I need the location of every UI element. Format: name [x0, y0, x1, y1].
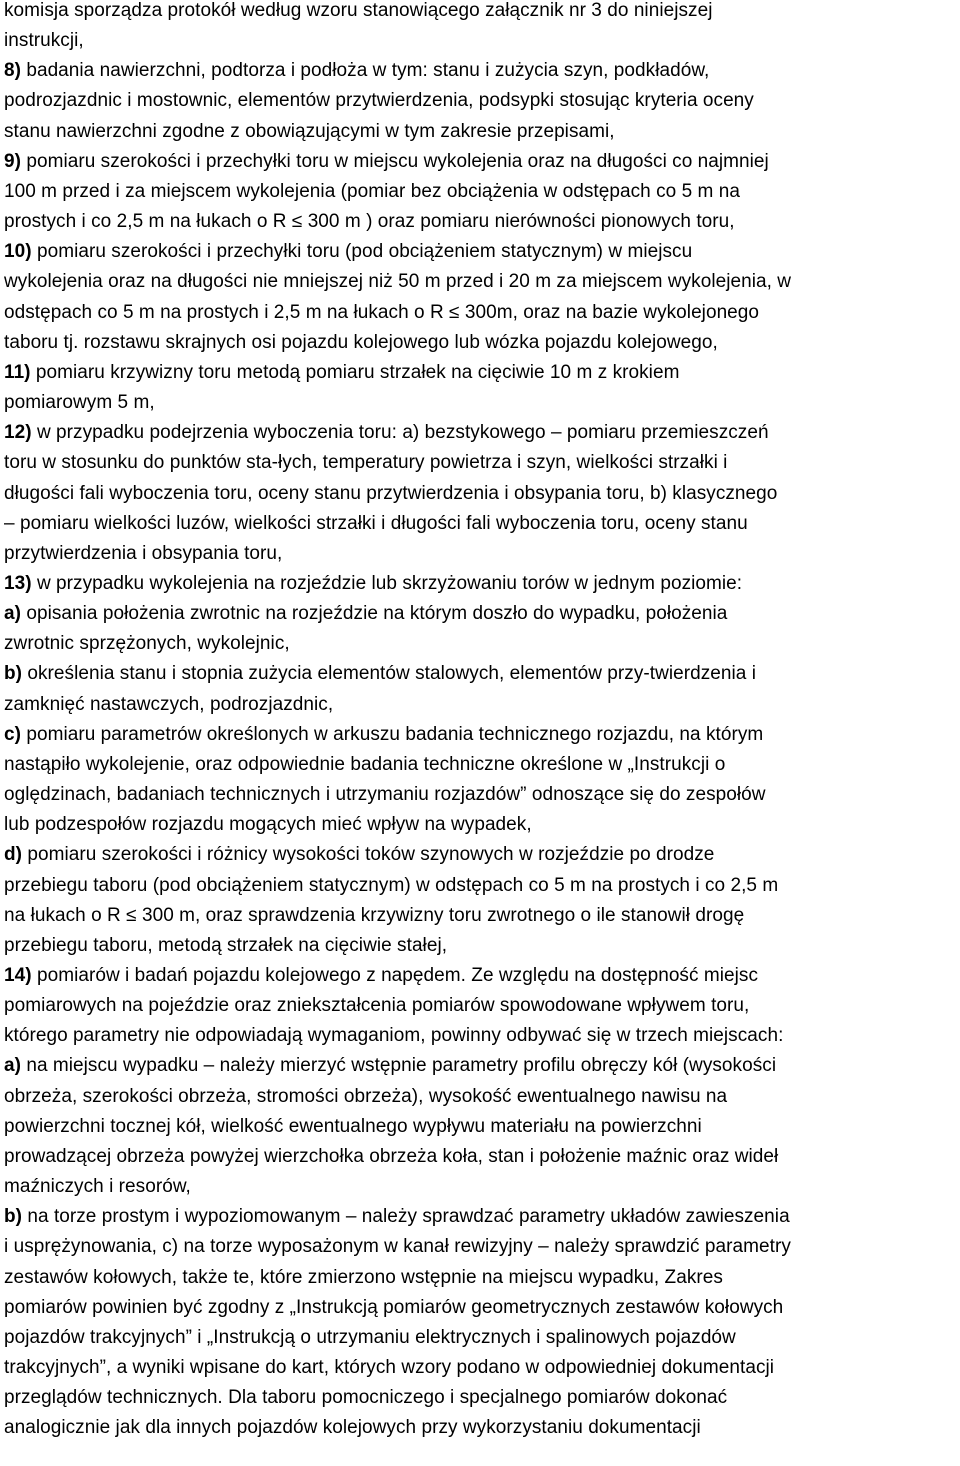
text-line [4, 86, 958, 116]
text-segment: komisja sporządza protokół według wzoru stanowiącego załącznik nr 3 do niniejszej [4, 0, 713, 21]
text-segment: prowadzącej obrzeża powyżej wierzchołka obrzeża koła, stan i położenie maźnic oraz wideł [4, 1145, 779, 1167]
text-segment: przebiegu taboru (pod obciążeniem statycznym) w odstępach co 5 m na prostych i co 2,5 m [4, 874, 779, 896]
text-segment: pomiarów i badań pojazdu kolejowego z napędem. Ze względu na dostępność miejsc [31, 965, 759, 986]
text-line [4, 509, 958, 539]
list-item-number: 9) [4, 150, 21, 172]
text-line [4, 1021, 958, 1051]
text-line [4, 1082, 958, 1112]
text-segment: pomiaru szerokości i przechyłki toru (pod obciążeniem statycznym) w miejscu [31, 241, 693, 263]
text-line [4, 26, 958, 56]
list-item-number: 12) [4, 422, 32, 444]
text-segment: obrzeża, szerokości obrzeża, stromości obrzeża), wysokość ewentualnego nawisu na [4, 1085, 728, 1107]
text-line [4, 1112, 958, 1142]
text-segment: taboru tj. rozstawu skrajnych osi pojazdu kolejowego lub wózka pojazdu kolejowego, [4, 331, 718, 353]
text-line [4, 358, 958, 388]
text-line [4, 479, 958, 509]
text-line [4, 328, 958, 358]
text-line [4, 1202, 958, 1232]
text-segment: 100 m przed i za miejscem wykolejenia (pomiar bez obciążenia w odstępach co 5 m na [4, 180, 740, 202]
text-line [4, 298, 958, 328]
text-segment: – pomiaru wielkości luzów, wielkości strzałki i długości fali wyboczenia toru, oceny stanu [4, 512, 748, 534]
text-line [4, 840, 958, 870]
text-segment: pomiarowym 5 m, [4, 392, 155, 414]
text-segment: stanu nawierzchni zgodne z obowiązującymi w tym zakresie przepisami, [4, 120, 615, 142]
list-item-number: d) [4, 844, 23, 866]
text-segment: na torze prostym i wypoziomowanym – należy sprawdzać parametry układów zawieszenia [22, 1206, 790, 1228]
text-line [4, 720, 958, 750]
text-segment: zamknięć nastawczych, podrozjazdnic, [4, 693, 334, 715]
text-segment: pomiaru parametrów określonych w arkuszu badania technicznego rozjazdu, na którym [21, 723, 764, 745]
list-item-number: 14) [4, 965, 32, 986]
text-segment: zestawów kołowych, także te, które zmierzono wstępnie na miejscu wypadku, Zakres [4, 1266, 723, 1288]
text-line [4, 599, 958, 629]
text-segment: zwrotnic sprzężonych, wykolejnic, [4, 633, 290, 655]
text-line [4, 961, 958, 991]
text-line [4, 448, 958, 478]
text-segment: i usprężynowania, c) na torze wyposażonym w kanał rewizyjny – należy sprawdzić parametry [4, 1236, 791, 1258]
text-segment: na miejscu wypadku – należy mierzyć wstępnie parametry profilu obręczy kół (wysokości [21, 1055, 777, 1077]
text-segment: badania nawierzchni, podtorza i podłoża w tym: stanu i zużycia szyn, podkładów, [21, 60, 710, 82]
text-line [4, 1232, 958, 1262]
text-segment: opisania położenia zwrotnic na rozjeździe na którym doszło do wypadku, położenia [21, 603, 728, 625]
text-line [4, 56, 958, 86]
text-line [4, 1353, 958, 1383]
text-line [4, 418, 958, 448]
text-line [4, 147, 958, 177]
text-line [4, 901, 958, 931]
text-line [4, 931, 958, 961]
text-line [4, 690, 958, 720]
list-item-number: 13) [4, 572, 32, 594]
text-segment: analogicznie jak dla innych pojazdów kolejowych przy wykorzystaniu dokumentacji [4, 1417, 701, 1439]
text-segment: długości fali wyboczenia toru, oceny stanu przytwierdzenia i obsypania toru, b) klasycznego [4, 482, 778, 504]
text-line [4, 1172, 958, 1202]
list-item-number: a) [4, 1055, 21, 1077]
text-line [4, 569, 958, 599]
text-line [4, 117, 958, 147]
list-item-number: 10) [4, 241, 32, 263]
list-item-number: c) [4, 723, 21, 745]
text-segment: powierzchni tocznej kół, wielkość ewentualnego wypływu materiału na powierzchni [4, 1115, 702, 1137]
text-segment: pomiaru szerokości i przechyłki toru w miejscu wykolejenia oraz na długości co najmniej [21, 150, 769, 172]
text-line [4, 237, 958, 267]
text-line [4, 750, 958, 780]
text-segment: trakcyjnych”, a wyniki wpisane do kart, których wzory podano w odpowiedniej dokumentacji [4, 1357, 775, 1379]
text-segment: w przypadku podejrzenia wyboczenia toru: a) bezstykowego – pomiaru przemieszczeń [31, 422, 769, 444]
text-line [4, 388, 958, 418]
text-line [4, 810, 958, 840]
text-line [4, 629, 958, 659]
text-line [4, 539, 958, 569]
text-line [4, 780, 958, 810]
text-segment: maźniczych i resorów, [4, 1176, 191, 1198]
text-segment: określenia stanu i stopnia zużycia elementów stalowych, elementów przy-twierdzenia i [22, 663, 757, 685]
list-item-number: b) [4, 1206, 23, 1228]
text-segment: oględzinach, badaniach technicznych i utrzymaniu rozjazdów” odnoszące się do zespołów [4, 784, 766, 806]
text-line [4, 1383, 958, 1413]
text-segment: którego parametry nie odpowiadają wymaganiom, powinny odbywać się w trzech miejscach: [4, 1025, 784, 1047]
text-segment: pomiaru krzywizny toru metodą pomiaru strzałek na cięciwie 10 m z krokiem [30, 361, 680, 383]
text-segment: toru w stosunku do punktów sta-łych, temperatury powietrza i szyn, wielkości strzałki i [4, 452, 728, 474]
text-segment: na łukach o R ≤ 300 m, oraz sprawdzenia krzywizny toru zwrotnego o ile stanowił drogę [4, 904, 745, 926]
text-line [4, 1263, 958, 1293]
text-segment: pomiaru szerokości i różnicy wysokości toków szynowych w rozjeździe po drodze [22, 844, 715, 866]
text-segment: w przypadku wykolejenia na rozjeździe lub skrzyżowaniu torów w jednym poziomie: [31, 572, 743, 594]
text-segment: lub podzespołów rozjazdu mogących mieć wpływ na wypadek, [4, 814, 532, 836]
text-line [4, 1293, 958, 1323]
text-line [4, 177, 958, 207]
text-line [4, 659, 958, 689]
list-item-number: b) [4, 663, 23, 685]
list-item-number: a) [4, 603, 21, 625]
text-segment: pomiarów powinien być zgodny z „Instrukcją pomiarów geometrycznych zestawów kołowych [4, 1296, 784, 1318]
text-line [4, 1051, 958, 1081]
text-segment: podrozjazdnic i mostownic, elementów przytwierdzenia, podsypki stosując kryteria oceny [4, 90, 754, 112]
text-line [4, 207, 958, 237]
list-item-number: 8) [4, 60, 21, 82]
text-segment: przebiegu taboru, metodą strzałek na cięciwie stałej, [4, 934, 448, 956]
text-line [4, 991, 958, 1021]
text-segment: nastąpiło wykolejenie, oraz odpowiednie badania techniczne określone w „Instrukcji o [4, 753, 726, 775]
text-segment: prostych i co 2,5 m na łukach o R ≤ 300 m ) oraz pomiaru nierówności pionowych toru, [4, 211, 735, 233]
text-segment: pomiarowych na pojeździe oraz zniekształcenia pomiarów spowodowane wpływem toru, [4, 995, 750, 1017]
text-segment: przeglądów technicznych. Dla taboru pomocniczego i specjalnego pomiarów dokonać [4, 1387, 728, 1409]
text-segment: instrukcji, [4, 30, 84, 52]
text-segment: pojazdów trakcyjnych” i „Instrukcją o utrzymaniu elektrycznych i spalinowych pojazdów [4, 1326, 736, 1348]
text-line [4, 267, 958, 297]
text-line [4, 1142, 958, 1172]
list-item-number: 11) [4, 361, 31, 383]
text-line [4, 1323, 958, 1353]
text-segment: przytwierdzenia i obsypania toru, [4, 542, 283, 564]
text-line [4, 871, 958, 901]
text-line [4, 0, 958, 26]
text-line [4, 1413, 958, 1443]
text-segment: wykolejenia oraz na długości nie mniejszej niż 50 m przed i 20 m za miejscem wykolejenia, w [4, 271, 792, 293]
text-segment: odstępach co 5 m na prostych i 2,5 m na łukach o R ≤ 300m, oraz na bazie wykolejonego [4, 301, 760, 323]
